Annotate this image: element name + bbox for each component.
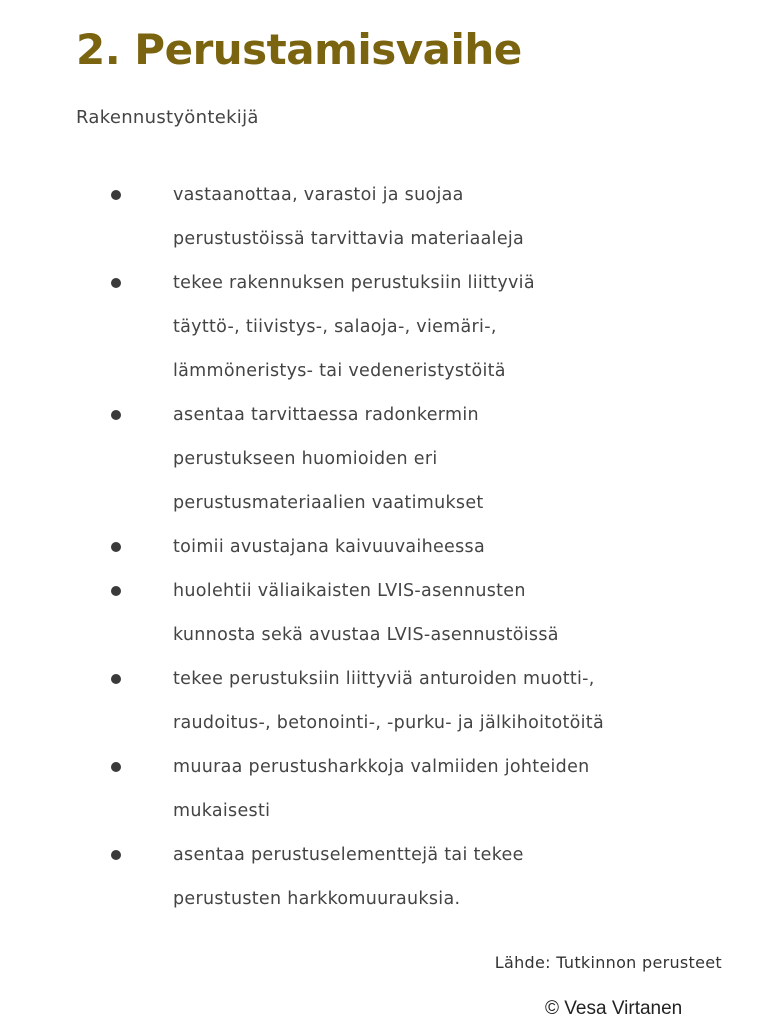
bullet-dot-icon [111, 762, 121, 772]
bullet-text-line: kunnosta sekä avustaa LVIS-asennustöissä [173, 625, 559, 645]
bullet-item [108, 261, 748, 393]
bullet-text-line: vastaanottaa, varastoi ja suojaa [173, 185, 464, 205]
bullet-text-line: täyttö-, tiivistys-, salaoja-, viemäri-, [173, 317, 497, 337]
bullet-text-line: toimii avustajana kaivuuvaiheessa [173, 537, 485, 557]
source-note: Lähde: Tutkinnon perusteet [494, 953, 722, 972]
bullet-text [173, 745, 748, 833]
bullet-dot-icon [111, 278, 121, 288]
bullet-text [173, 657, 748, 745]
bullet-item [108, 569, 748, 657]
bullet-dot-icon [111, 674, 121, 684]
bullet-text-line: lämmöneristys- tai vedeneristystöitä [173, 361, 506, 381]
bullet-text [173, 569, 748, 657]
bullet-list [108, 173, 748, 921]
bullet-text [173, 261, 748, 393]
bullet-dot-icon [111, 542, 121, 552]
bullet-dot-icon [111, 190, 121, 200]
bullet-dot-icon [111, 586, 121, 596]
bullet-item [108, 393, 748, 525]
bullet-text [173, 833, 748, 921]
bullet-text-line: raudoitus-, betonointi-, -purku- ja jälkihoitotöitä [173, 713, 604, 733]
subtitle: Rakennustyöntekijä [76, 107, 259, 128]
bullet-dot-icon [111, 410, 121, 420]
bullet-text [173, 393, 748, 525]
bullet-text-line: tekee rakennuksen perustuksiin liittyviä [173, 273, 535, 293]
bullet-text-line: huolehtii väliaikaisten LVIS-asennusten [173, 581, 526, 601]
bullet-text-line: perustusten harkkomuurauksia. [173, 889, 461, 909]
page-title: 2. Perustamisvaihe [76, 25, 522, 74]
bullet-item [108, 173, 748, 261]
bullet-text-line: perustukseen huomioiden eri [173, 449, 438, 469]
bullet-text-line: perustusmateriaalien vaatimukset [173, 493, 484, 513]
bullet-dot-icon [111, 850, 121, 860]
bullet-item [108, 525, 748, 569]
bullet-text-line: asentaa tarvittaessa radonkermin [173, 405, 479, 425]
bullet-text [173, 525, 748, 569]
bullet-text [173, 173, 748, 261]
bullet-text-line: tekee perustuksiin liittyviä anturoiden muotti-, [173, 669, 595, 689]
copyright-notice: © Vesa Virtanen [545, 998, 683, 1019]
bullet-text-line: asentaa perustuselementtejä tai tekee [173, 845, 524, 865]
bullet-item [108, 833, 748, 921]
bullet-text-line: perustustöissä tarvittavia materiaaleja [173, 229, 525, 249]
bullet-item [108, 745, 748, 833]
bullet-item [108, 657, 748, 745]
bullet-text-line: mukaisesti [173, 801, 271, 821]
bullet-text-line: muuraa perustusharkkoja valmiiden johteiden [173, 757, 590, 777]
